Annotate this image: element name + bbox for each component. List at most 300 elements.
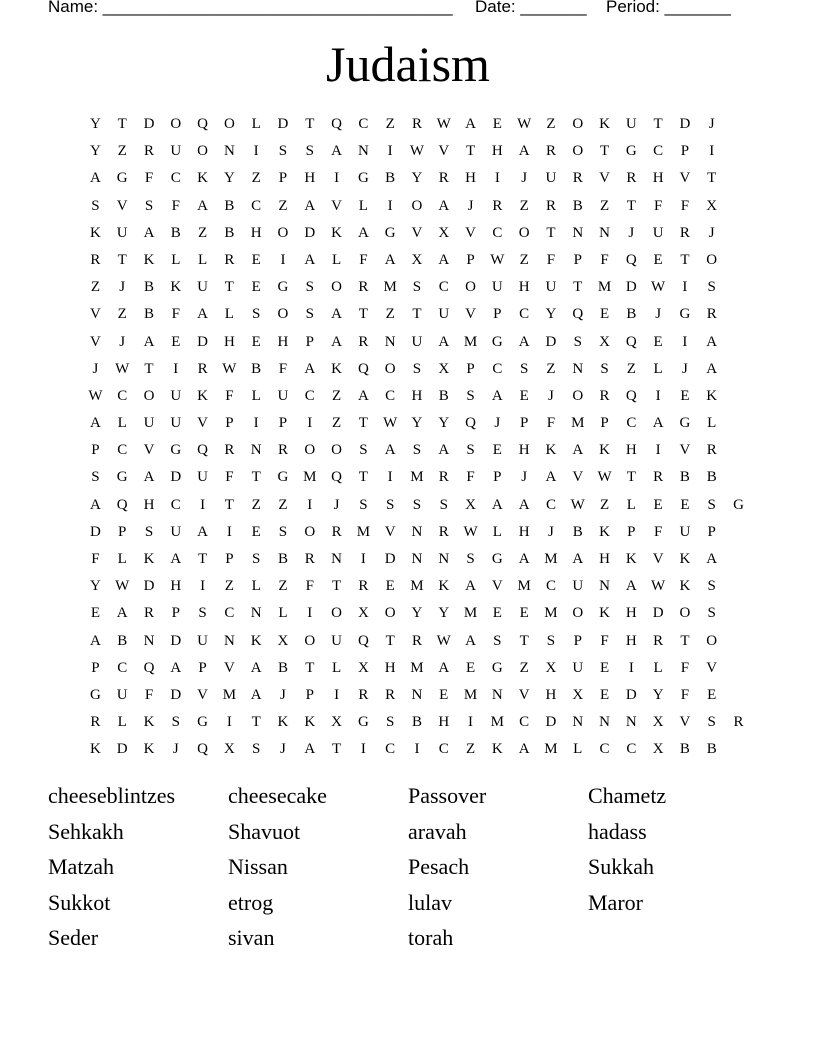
grid-letter: B xyxy=(224,197,235,214)
grid-letter: K xyxy=(197,387,208,404)
grid-letter: K xyxy=(250,632,262,649)
grid-letter: D xyxy=(170,632,182,649)
grid-letter: A xyxy=(572,442,584,459)
grid-letter: Z xyxy=(251,170,261,187)
grid-letter: B xyxy=(277,659,288,676)
grid-letter: A xyxy=(438,333,450,350)
grid-letter: E xyxy=(492,116,502,132)
grid-letter: A xyxy=(197,306,208,323)
grid-letter: R xyxy=(626,170,637,187)
grid-letter: Q xyxy=(625,387,637,404)
grid-letter: U xyxy=(277,387,289,404)
grid-letter: F xyxy=(600,632,609,649)
grid-letter: L xyxy=(331,251,342,268)
grid-letter: F xyxy=(144,686,154,703)
grid-letter: W xyxy=(490,251,505,268)
grid-letter: Q xyxy=(357,632,369,649)
grid-letter: R xyxy=(438,170,449,187)
grid-letter: N xyxy=(411,551,423,567)
grid-letter: U xyxy=(197,469,208,486)
word-bank-item: cheeseblintzes xyxy=(48,783,176,808)
grid-letter: K xyxy=(170,279,182,296)
grid-letter: S xyxy=(91,469,100,486)
grid-letter: U xyxy=(331,632,342,649)
grid-letter: B xyxy=(170,224,181,241)
page-title: Judaism xyxy=(326,36,490,92)
grid-letter: S xyxy=(412,360,422,377)
grid-letter: C xyxy=(492,360,503,377)
grid-letter: P xyxy=(225,415,234,432)
grid-letter: Y xyxy=(545,306,557,323)
grid-row xyxy=(82,111,752,138)
grid-letter: K xyxy=(331,360,342,377)
grid-letter: O xyxy=(706,251,718,268)
grid-letter: D xyxy=(89,523,101,540)
grid-letter: Z xyxy=(198,224,208,241)
grid-letter: P xyxy=(600,415,609,432)
grid-letter: L xyxy=(171,251,181,268)
grid-letter: R xyxy=(224,442,235,459)
grid-letter: A xyxy=(572,551,584,567)
grid-letter: N xyxy=(357,143,369,160)
grid-letter: I xyxy=(387,143,393,160)
grid-letter: L xyxy=(117,714,127,731)
grid-letter: S xyxy=(493,632,502,649)
grid-letter: W xyxy=(570,496,585,513)
grid-letter: A xyxy=(518,496,530,513)
grid-letter: Y xyxy=(438,605,450,622)
grid-letter: S xyxy=(305,306,314,323)
grid-letter: O xyxy=(411,197,423,214)
grid-letter: N xyxy=(572,224,584,241)
grid-letter: O xyxy=(706,632,718,649)
grid-letter: K xyxy=(491,741,503,758)
grid-letter: H xyxy=(250,224,262,241)
grid-letter: S xyxy=(573,333,582,350)
grid-letter: C xyxy=(438,741,449,758)
grid-letter: I xyxy=(307,415,313,432)
grid-row xyxy=(82,437,752,464)
grid-letter: A xyxy=(625,578,637,595)
grid-letter: N xyxy=(223,143,235,160)
grid-letter: R xyxy=(197,360,208,377)
grid-letter: A xyxy=(304,741,316,758)
grid-letter: L xyxy=(251,116,261,132)
grid-letter: K xyxy=(438,578,450,595)
grid-letter: J xyxy=(172,741,179,758)
grid-letter: O xyxy=(277,306,289,323)
grid-letter: X xyxy=(357,659,369,676)
grid-letter: H xyxy=(545,686,557,703)
grid-letter: H xyxy=(384,659,396,676)
grid-letter: U xyxy=(438,306,450,323)
grid-letter: E xyxy=(385,578,395,595)
grid-letter: A xyxy=(465,632,476,649)
grid-letter: D xyxy=(143,116,155,132)
grid-letter: T xyxy=(224,279,234,296)
grid-letter: Z xyxy=(519,659,529,676)
grid-letter: Z xyxy=(546,116,556,132)
grid-letter: T xyxy=(358,469,368,486)
grid-letter: A xyxy=(438,442,450,459)
grid-letter: G xyxy=(170,442,182,459)
grid-letter: B xyxy=(143,279,154,296)
grid-letter: U xyxy=(170,143,182,160)
grid-letter: A xyxy=(197,197,208,214)
grid-letter: A xyxy=(706,360,718,377)
grid-letter: O xyxy=(572,605,584,622)
grid-letter: E xyxy=(653,496,663,513)
grid-letter: K xyxy=(599,116,610,132)
grid-letter: F xyxy=(653,197,663,214)
grid-letter: E xyxy=(707,686,717,703)
grid-letter: P xyxy=(305,333,314,350)
grid-letter: V xyxy=(706,659,718,676)
grid-row xyxy=(82,655,752,682)
grid-letter: K xyxy=(599,442,610,459)
word-bank-item: Nissan xyxy=(228,854,288,880)
grid-letter: W xyxy=(651,578,666,595)
grid-letter: E xyxy=(439,686,449,703)
grid-letter: A xyxy=(89,415,101,432)
grid-letter: H xyxy=(652,170,664,187)
grid-letter: K xyxy=(331,224,342,241)
grid-letter: U xyxy=(572,659,584,676)
grid-letter: L xyxy=(251,387,261,404)
grid-letter: H xyxy=(223,333,235,350)
grid-letter: R xyxy=(733,714,744,731)
grid-letter: A xyxy=(331,143,342,160)
grid-letter: J xyxy=(628,224,635,241)
grid-letter: K xyxy=(143,251,155,268)
grid-letter: W xyxy=(651,279,666,296)
grid-letter: P xyxy=(305,686,314,703)
grid-letter: B xyxy=(572,197,583,214)
grid-letter: N xyxy=(625,714,637,731)
grid-letter: W xyxy=(115,360,130,377)
grid-letter: R xyxy=(545,197,556,214)
grid-letter: G xyxy=(491,551,503,567)
grid-letter: R xyxy=(143,605,154,622)
grid-letter: C xyxy=(358,116,369,132)
grid-letter: I xyxy=(200,578,206,595)
grid-letter: K xyxy=(679,578,691,595)
grid-letter: G xyxy=(357,170,369,187)
grid-letter: Q xyxy=(197,116,208,132)
grid-row xyxy=(82,356,752,383)
grid-letter: S xyxy=(252,741,261,758)
grid-letter: B xyxy=(438,387,449,404)
grid-letter: Z xyxy=(278,197,288,214)
grid-letter: V xyxy=(572,469,584,486)
grid-letter: Q xyxy=(357,360,369,377)
grid-letter: Z xyxy=(385,116,395,132)
grid-letter: X xyxy=(277,632,289,649)
grid-letter: M xyxy=(544,551,558,567)
grid-letter: K xyxy=(197,170,208,187)
grid-letter: W xyxy=(409,143,425,160)
grid-letter: V xyxy=(438,143,450,160)
grid-letter: T xyxy=(117,116,127,132)
grid-letter: P xyxy=(118,523,127,540)
grid-letter: I xyxy=(253,415,259,432)
grid-letter: F xyxy=(171,306,180,323)
grid-letter: K xyxy=(143,551,155,567)
grid-letter: N xyxy=(250,442,262,459)
grid-letter: G xyxy=(197,714,208,731)
grid-letter: T xyxy=(331,741,342,758)
grid-letter: G xyxy=(679,415,691,432)
grid-letter: T xyxy=(305,659,315,676)
grid-letter: E xyxy=(251,523,261,540)
grid-letter: R xyxy=(438,523,449,540)
grid-letter: A xyxy=(143,333,155,350)
grid-letter: O xyxy=(518,224,530,241)
grid-letter: U xyxy=(143,415,155,432)
grid-letter: M xyxy=(597,279,612,296)
grid-letter: X xyxy=(599,333,610,350)
grid-letter: S xyxy=(385,496,395,513)
grid-letter: Z xyxy=(278,496,288,513)
word-bank-item: etrog xyxy=(228,889,274,915)
grid-letter: C xyxy=(545,496,556,513)
grid-letter: F xyxy=(600,251,609,268)
grid-letter: N xyxy=(599,714,610,731)
grid-letter: K xyxy=(599,523,610,540)
grid-row xyxy=(82,301,752,328)
grid-letter: P xyxy=(519,415,529,432)
grid-letter: H xyxy=(491,143,503,160)
grid-letter: S xyxy=(412,279,422,296)
grid-letter: V xyxy=(518,686,530,703)
grid-letter: O xyxy=(331,605,342,622)
grid-letter: Z xyxy=(117,306,127,323)
grid-letter: X xyxy=(465,496,476,513)
grid-letter: S xyxy=(412,442,422,459)
grid-letter: R xyxy=(653,632,664,649)
grid-letter: A xyxy=(250,686,262,703)
grid-letter: R xyxy=(653,469,664,486)
grid-letter: F xyxy=(546,251,556,268)
grid-letter: X xyxy=(438,224,450,241)
grid-letter: S xyxy=(466,387,475,404)
grid-letter: B xyxy=(251,360,262,377)
word-bank xyxy=(48,778,768,956)
grid-letter: V xyxy=(331,197,342,214)
grid-letter: I xyxy=(360,741,366,758)
grid-letter: R xyxy=(411,116,422,132)
grid-letter: Z xyxy=(331,415,342,432)
grid-letter: M xyxy=(410,578,424,595)
grid-letter: T xyxy=(546,224,556,241)
grid-row xyxy=(82,165,752,192)
word-bank-item: Sukkah xyxy=(588,854,654,880)
grid-letter: A xyxy=(438,197,450,214)
grid-letter: J xyxy=(333,496,340,513)
grid-letter: R xyxy=(438,469,449,486)
grid-row xyxy=(82,573,752,600)
grid-letter: K xyxy=(89,741,101,758)
grid-letter: E xyxy=(492,442,502,459)
grid-letter: U xyxy=(197,279,208,296)
grid-letter: Q xyxy=(331,116,342,132)
grid-letter: J xyxy=(92,360,99,377)
grid-letter: N xyxy=(384,333,396,350)
grid-letter: T xyxy=(680,251,690,268)
grid-letter: A xyxy=(438,659,450,676)
grid-letter: B xyxy=(143,306,154,323)
grid-letter: X xyxy=(438,360,450,377)
grid-letter: Q xyxy=(197,442,208,459)
grid-letter: J xyxy=(521,469,528,486)
grid-letter: L xyxy=(653,360,663,377)
grid-letter: E xyxy=(599,306,610,323)
grid-letter: M xyxy=(222,686,237,703)
grid-letter: R xyxy=(358,333,369,350)
grid-letter: O xyxy=(572,143,584,160)
grid-letter: M xyxy=(571,415,585,432)
grid-letter: G xyxy=(491,659,503,676)
grid-letter: K xyxy=(89,224,101,241)
grid-letter: J xyxy=(521,170,528,187)
grid-letter: O xyxy=(304,442,316,459)
grid-letter: U xyxy=(197,632,208,649)
grid-letter: C xyxy=(117,659,128,676)
grid-letter: O xyxy=(572,387,584,404)
grid-letter: I xyxy=(387,197,393,214)
grid-letter: Z xyxy=(519,197,529,214)
grid-letter: I xyxy=(200,496,206,513)
grid-letter: K xyxy=(277,714,289,731)
grid-letter: V xyxy=(491,578,503,595)
grid-letter: W xyxy=(88,387,103,404)
grid-letter: C xyxy=(117,442,128,459)
grid-letter: D xyxy=(277,116,289,132)
grid-letter: N xyxy=(438,551,450,567)
grid-letter: F xyxy=(359,251,368,268)
grid-letter: A xyxy=(304,197,316,214)
name-field-label: Name: _____________________________________ xyxy=(48,0,453,16)
grid-letter: V xyxy=(599,170,610,187)
grid-letter: S xyxy=(519,360,529,377)
grid-letter: S xyxy=(278,143,288,160)
grid-letter: H xyxy=(518,523,530,540)
grid-letter: B xyxy=(626,306,637,323)
grid-letter: I xyxy=(655,442,661,459)
grid-letter: R xyxy=(599,387,610,404)
grid-letter: V xyxy=(89,306,101,323)
grid-letter: S xyxy=(305,143,314,160)
grid-letter: R xyxy=(304,551,315,567)
grid-letter: I xyxy=(280,251,286,268)
word-bank-item: Sehkakh xyxy=(48,818,124,844)
grid-letter: D xyxy=(116,741,128,758)
grid-letter: D xyxy=(170,469,182,486)
grid-letter: N xyxy=(331,551,342,567)
grid-letter: H xyxy=(411,387,423,404)
grid-letter: X xyxy=(357,605,369,622)
grid-letter: B xyxy=(224,224,235,241)
grid-letter: W xyxy=(597,469,612,486)
grid-letter: D xyxy=(170,686,182,703)
grid-letter: I xyxy=(682,333,688,350)
grid-letter: B xyxy=(117,632,128,649)
grid-letter: V xyxy=(465,306,476,323)
grid-letter: R xyxy=(358,279,369,296)
grid-letter: N xyxy=(599,224,610,241)
grid-letter: R xyxy=(277,442,288,459)
grid-letter: I xyxy=(226,714,232,731)
grid-letter: L xyxy=(653,659,663,676)
grid-letter: P xyxy=(225,551,234,567)
grid-letter: H xyxy=(599,551,610,567)
grid-letter: F xyxy=(466,469,475,486)
grid-letter: A xyxy=(89,632,101,649)
grid-letter: W xyxy=(383,415,398,432)
grid-letter: T xyxy=(626,469,636,486)
grid-letter: G xyxy=(679,306,691,323)
grid-letter: G xyxy=(116,170,128,187)
grid-letter: S xyxy=(278,523,288,540)
grid-letter: V xyxy=(384,523,396,540)
grid-letter: L xyxy=(251,578,261,595)
grid-letter: P xyxy=(573,251,582,268)
word-bank-item: Seder xyxy=(48,925,99,951)
grid-letter: A xyxy=(197,523,208,540)
grid-letter: X xyxy=(572,686,584,703)
grid-letter: S xyxy=(198,605,207,622)
grid-row xyxy=(82,709,752,736)
grid-letter: A xyxy=(518,741,530,758)
grid-letter: E xyxy=(171,333,181,350)
grid-letter: Z xyxy=(90,279,100,296)
grid-letter: T xyxy=(680,632,690,649)
grid-letter: B xyxy=(679,469,690,486)
grid-letter: A xyxy=(545,469,557,486)
grid-letter: O xyxy=(304,632,316,649)
grid-letter: R xyxy=(492,197,503,214)
grid-letter: U xyxy=(170,523,182,540)
grid-letter: H xyxy=(625,632,637,649)
grid-letter: T xyxy=(358,415,368,432)
word-bank-item: lulav xyxy=(408,889,452,915)
grid-letter: A xyxy=(491,387,503,404)
grid-letter: E xyxy=(251,279,261,296)
grid-letter: A xyxy=(331,306,342,323)
grid-letter: A xyxy=(304,360,316,377)
grid-letter: D xyxy=(384,551,396,567)
grid-letter: G xyxy=(116,469,128,486)
grid-letter: Z xyxy=(626,360,636,377)
grid-letter: Q xyxy=(625,333,637,350)
grid-letter: A xyxy=(250,659,262,676)
grid-letter: B xyxy=(411,714,422,731)
grid-letter: T xyxy=(653,116,663,132)
grid-letter: F xyxy=(278,360,288,377)
grid-letter: G xyxy=(625,143,637,160)
grid-letter: C xyxy=(304,387,315,404)
grid-letter: X xyxy=(545,659,557,676)
grid-letter: Z xyxy=(278,578,288,595)
grid-letter: M xyxy=(463,333,478,350)
grid-letter: D xyxy=(143,578,155,595)
grid-letter: F xyxy=(225,387,234,404)
grid-letter: T xyxy=(385,632,395,649)
grid-letter: S xyxy=(439,496,448,513)
word-bank-item: cheesecake xyxy=(228,783,327,808)
word-bank-item: sivan xyxy=(228,925,275,951)
grid-letter: H xyxy=(170,578,182,595)
